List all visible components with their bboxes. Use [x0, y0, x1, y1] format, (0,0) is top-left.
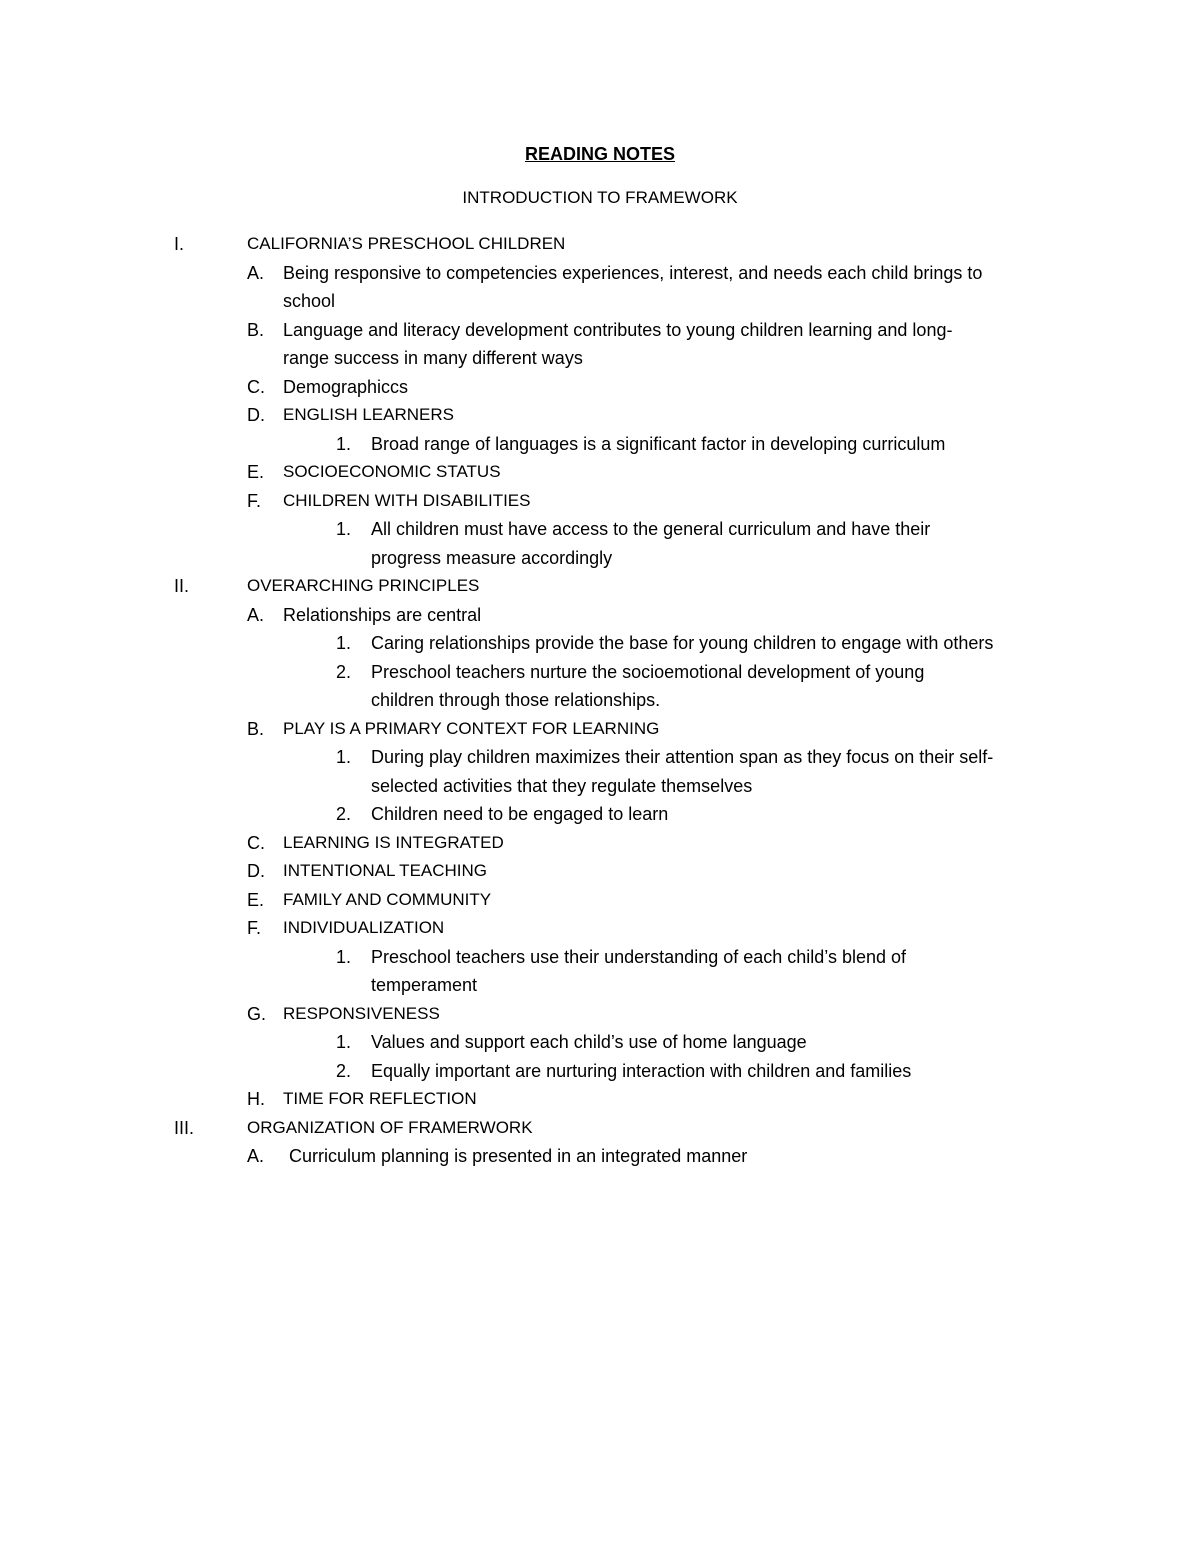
outline-item — [0, 800, 1200, 829]
outline-marker: 2. — [336, 1060, 352, 1081]
outline-text: OVERARCHING PRINCIPLES — [247, 576, 480, 595]
outline-text: selected activities that they regulate themselves — [371, 775, 753, 796]
outline-marker: 1. — [336, 946, 352, 967]
outline-item — [0, 1028, 1200, 1057]
outline-text: ORGANIZATION OF FRAMERWORK — [247, 1117, 533, 1137]
outline-text: temperament — [371, 975, 478, 995]
outline-text: RESPONSIVENESS — [283, 1003, 440, 1023]
outline-list — [0, 230, 1200, 1171]
outline-marker: 2. — [336, 661, 352, 682]
outline-item — [0, 715, 1200, 744]
outline-text: Being responsive to competencies experiences, interest, and needs each child brings to — [283, 262, 983, 283]
outline-text: Children need to be engaged to learn — [371, 804, 669, 824]
outline-text: LEARNING IS INTEGRATED — [283, 832, 504, 852]
outline-marker: 1. — [336, 433, 352, 454]
outline-item — [0, 1085, 1200, 1114]
outline-marker: A. — [247, 604, 265, 625]
outline-text: Equally important are nurturing interaction with children and families — [371, 1060, 912, 1081]
outline-marker: E. — [247, 889, 265, 910]
outline-item — [0, 515, 1200, 544]
outline-text: INDIVIDUALIZATION — [283, 918, 445, 937]
outline-marker: C. — [247, 376, 265, 397]
outline-item — [0, 886, 1200, 915]
outline-text: FAMILY AND COMMUNITY — [283, 889, 492, 909]
outline-item — [0, 544, 1200, 573]
outline-item — [0, 971, 1200, 1000]
outline-text: PLAY IS A PRIMARY CONTEXT FOR LEARNING — [283, 718, 660, 738]
outline-marker: 1. — [336, 747, 352, 767]
outline-marker: D. — [247, 405, 265, 425]
outline-text: school — [283, 291, 336, 311]
outline-text: ENGLISH LEARNERS — [283, 405, 454, 424]
outline-item — [0, 1000, 1200, 1029]
outline-item — [0, 772, 1200, 801]
outline-marker: 1. — [336, 1032, 352, 1052]
outline-marker: III. — [174, 1117, 195, 1138]
outline-text: During play children maximizes their attention span as they focus on their self- — [371, 747, 994, 767]
outline-text: Preschool teachers use their understanding of each child’s blend of — [371, 946, 907, 967]
outline-item — [0, 686, 1200, 715]
outline-item — [0, 1114, 1200, 1143]
outline-text: range success in many different ways — [283, 348, 583, 368]
outline-marker: F. — [247, 490, 262, 511]
outline-text: SOCIOECONOMIC STATUS — [283, 462, 501, 481]
outline-item — [0, 658, 1200, 687]
outline-item — [0, 373, 1200, 402]
outline-marker: A. — [247, 262, 265, 283]
outline-marker: D. — [247, 861, 265, 881]
outline-marker: A. — [247, 1146, 265, 1166]
document-subtitle: INTRODUCTION TO FRAMEWORK — [462, 188, 738, 207]
outline-text: Language and literacy development contributes to young children learning and long- — [283, 319, 953, 340]
outline-marker: E. — [247, 462, 265, 482]
outline-item — [0, 572, 1200, 601]
outline-text: progress measure accordingly — [371, 547, 613, 568]
outline-item — [0, 943, 1200, 972]
outline-marker: I. — [174, 234, 185, 254]
outline-text: CALIFORNIA’S PRESCHOOL CHILDREN — [247, 234, 566, 253]
outline-marker: II. — [174, 576, 190, 596]
outline-marker: 1. — [336, 519, 352, 539]
outline-item — [0, 629, 1200, 658]
outline-text: children through those relationships. — [371, 690, 661, 710]
outline-item — [0, 857, 1200, 886]
outline-marker: H. — [247, 1089, 265, 1109]
outline-item — [0, 344, 1200, 373]
outline-marker: B. — [247, 319, 265, 340]
outline-text: INTENTIONAL TEACHING — [283, 861, 488, 880]
outline-marker: 2. — [336, 804, 352, 824]
outline-marker: C. — [247, 832, 265, 853]
outline-item — [0, 401, 1200, 430]
outline-text: All children must have access to the general curriculum and have their — [371, 519, 931, 539]
outline-item — [0, 430, 1200, 459]
outline-text: CHILDREN WITH DISABILITIES — [283, 490, 531, 510]
outline-text: TIME FOR REFLECTION — [283, 1089, 477, 1108]
outline-text: Broad range of languages is a significant factor in developing curriculum — [371, 433, 946, 454]
outline-item — [0, 458, 1200, 487]
outline-item — [0, 287, 1200, 316]
outline-item — [0, 230, 1200, 259]
outline-marker: F. — [247, 918, 262, 938]
outline-text: Preschool teachers nurture the socioemotional development of young — [371, 661, 925, 682]
outline-marker: 1. — [336, 633, 352, 653]
outline-marker: G. — [247, 1003, 267, 1024]
outline-item — [0, 316, 1200, 345]
document-title: READING NOTES — [524, 144, 675, 164]
outline-item — [0, 259, 1200, 288]
outline-item — [0, 914, 1200, 943]
outline-item — [0, 487, 1200, 516]
outline-item — [0, 743, 1200, 772]
outline-text: Values and support each child’s use of home language — [371, 1032, 807, 1052]
outline-text: Curriculum planning is presented in an integrated manner — [289, 1146, 748, 1166]
outline-marker: B. — [247, 718, 265, 739]
outline-item — [0, 1142, 1200, 1171]
outline-item — [0, 1057, 1200, 1086]
outline-item — [0, 829, 1200, 858]
outline-text: Caring relationships provide the base for young children to engage with others — [371, 633, 994, 653]
outline-item — [0, 601, 1200, 630]
outline-text: Relationships are central — [283, 604, 482, 625]
outline-text: Demographiccs — [283, 376, 409, 397]
